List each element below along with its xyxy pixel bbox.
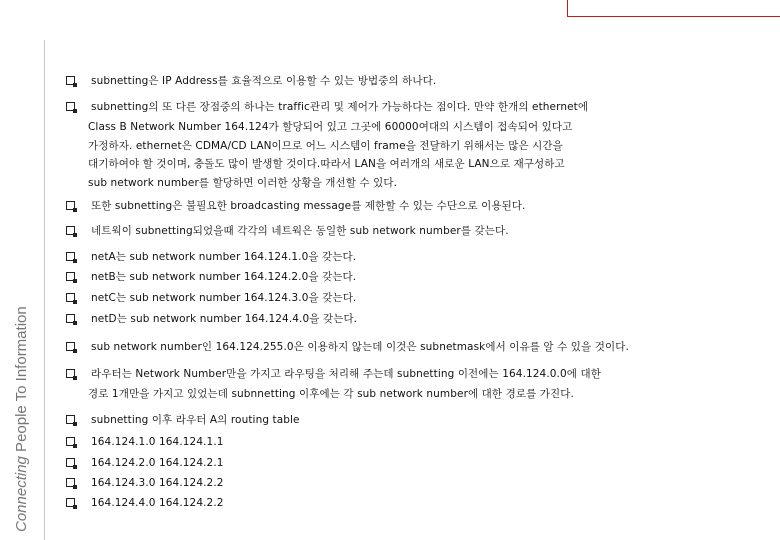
- bullet-text: 164.124.1.0 164.124.1.1: [91, 436, 224, 448]
- continuation-line: 가정하자. ethernet은 CDMA/CD LAN이므로 어느 시스템이 frame을 전달하기 위해서는 많은 시간을: [88, 140, 563, 152]
- bullet-marker-icon: [66, 102, 75, 111]
- bullet-marker-icon: [66, 272, 75, 281]
- bullet-text: netA는 sub network number 164.124.1.0을 갖는다.: [91, 251, 357, 263]
- bullet-marker-icon: [66, 458, 75, 467]
- bullet-text: 164.124.4.0 164.124.2.2: [91, 497, 224, 509]
- bullet-marker-icon: [66, 293, 75, 302]
- bullet-text: netD는 sub network number 164.124.4.0을 갖는다.: [91, 313, 358, 325]
- bullet-text: 164.124.2.0 164.124.2.1: [91, 457, 224, 469]
- bullet-marker-icon: [66, 478, 75, 487]
- bullet-marker-icon: [66, 369, 75, 378]
- bullet-marker-icon: [66, 498, 75, 507]
- bullet-marker-icon: [66, 252, 75, 261]
- sidebar-tagline: [12, 306, 32, 532]
- sidebar-tagline-italic: Connecting: [13, 456, 30, 532]
- bullet-text: 164.124.3.0 164.124.2.2: [91, 477, 224, 489]
- bullet-marker-icon: [66, 226, 75, 235]
- bullet-text: netB는 sub network number 164.124.2.0을 갖는다.: [91, 271, 357, 283]
- bullet-text: subnetting 이후 라우터 A의 routing table: [91, 414, 300, 426]
- bullet-text: netC는 sub network number 164.124.3.0을 갖는다.: [91, 292, 357, 304]
- bullet-text: 또한 subnetting은 불필요한 broadcasting message를 제한할 수 있는 수단으로 이용된다.: [91, 200, 526, 212]
- continuation-line: Class B Network Number 164.124가 할당되어 있고 그곳에 60000여대의 시스템이 접속되어 있다고: [88, 121, 573, 133]
- bullet-text: subnetting은 IP Address를 효율적으로 이용할 수 있는 방법중의 하나다.: [91, 75, 437, 87]
- continuation-line: sub network number를 할당하면 이러한 상황을 개선할 수 있다.: [88, 177, 398, 189]
- bullet-marker-icon: [66, 314, 75, 323]
- bullet-marker-icon: [66, 201, 75, 210]
- bullet-text: 라우터는 Network Number만을 가지고 라우팅을 처리해 주는데 subnetting 이전에는 164.124.0.0에 대한: [91, 368, 601, 380]
- bullet-text: 네트웍이 subnetting되었을때 각각의 네트웍은 동일한 sub network number를 갖는다.: [91, 225, 509, 237]
- continuation-line: 경로 1개만을 가지고 있었는데 subnnetting 이후에는 각 sub network number에 대한 경로를 가진다.: [88, 388, 574, 400]
- corner-accent-box: [567, 0, 780, 17]
- bullet-text: sub network number인 164.124.255.0은 이용하지 않는데 이것은 subnetmask에서 이유를 알 수 있을 것이다.: [91, 341, 629, 353]
- bullet-text: subnetting의 또 다른 장점중의 하나는 traffic관리 및 제어가 가능하다는 점이다. 만약 한개의 ethernet에: [91, 101, 589, 113]
- sidebar-tagline-rest: People To Information: [13, 306, 30, 457]
- bullet-marker-icon: [66, 437, 75, 446]
- margin-divider-line: [44, 40, 45, 540]
- bullet-marker-icon: [66, 76, 75, 85]
- bullet-marker-icon: [66, 342, 75, 351]
- continuation-line: 대기하여야 할 것이며, 충돌도 많이 발생할 것이다.따라서 LAN을 여러개의 새로운 LAN으로 재구성하고: [88, 158, 565, 170]
- bullet-marker-icon: [66, 415, 75, 424]
